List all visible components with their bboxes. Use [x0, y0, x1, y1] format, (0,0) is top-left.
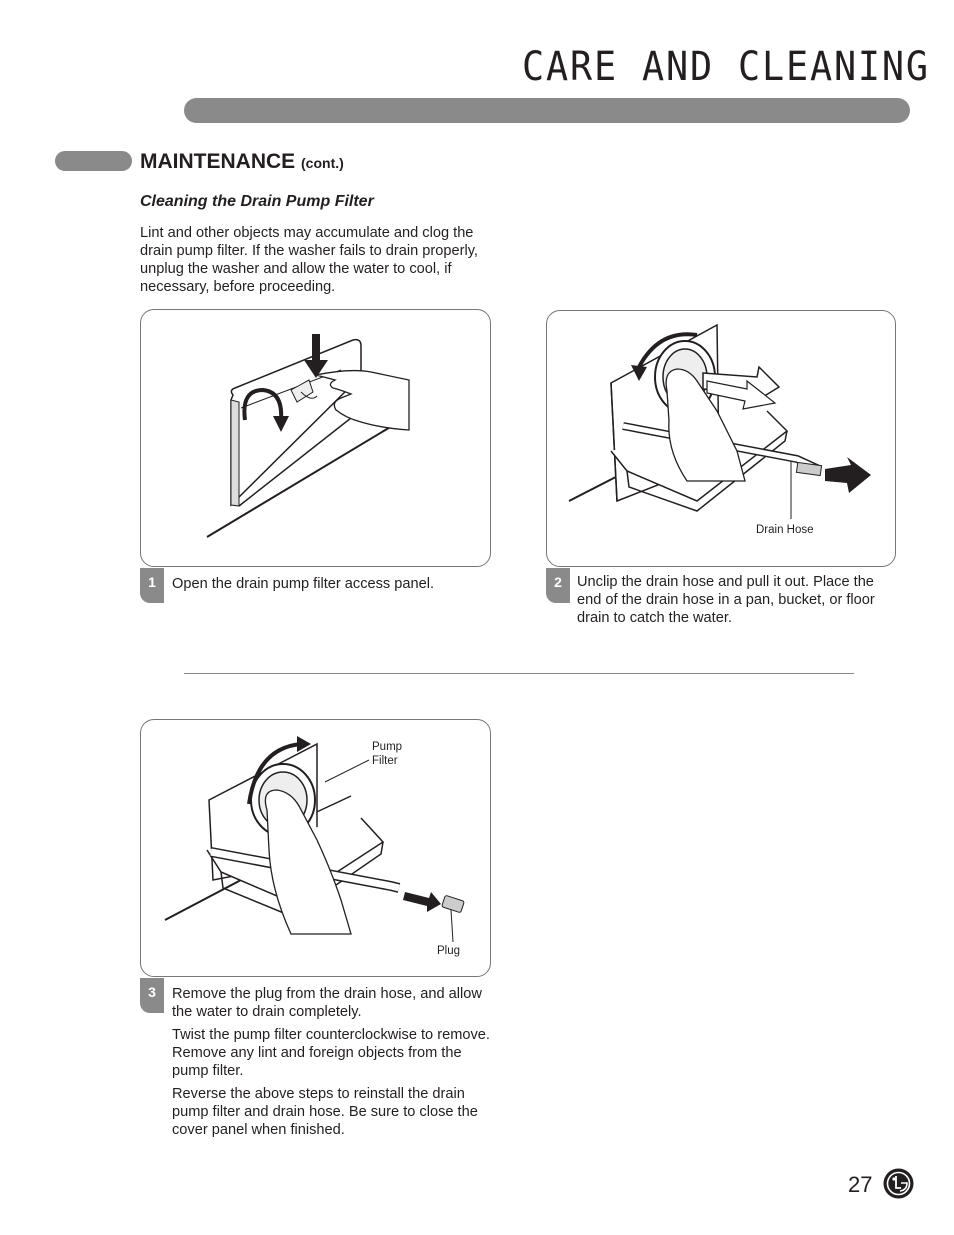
step-1-paragraph: Open the drain pump filter access panel. — [172, 576, 435, 592]
step-3-paragraph-3: Reverse the above steps to reinstall the drain pump filter and drain hose. Be sure to close the cover panel when finished. — [172, 1086, 478, 1138]
page-header-title: CARE AND CLEANING — [522, 44, 930, 90]
pump-filter-label — [372, 740, 420, 768]
pump-filter-drawing — [141, 720, 492, 978]
step-1-badge: 1 — [140, 568, 164, 603]
step-2-badge: 2 — [546, 568, 570, 603]
subsection-title: Cleaning the Drain Pump Filter — [140, 193, 374, 210]
plug-label: Plug — [437, 945, 461, 957]
drain-hose-label: Drain Hose — [756, 524, 814, 536]
lg-logo-icon — [883, 1168, 914, 1199]
drain-hose-drawing — [547, 311, 897, 568]
open-panel-drawing — [141, 310, 492, 568]
step-2-text — [577, 573, 899, 632]
pump-filter-label-text: Pump Filter — [372, 741, 403, 767]
page-number: 27 — [848, 1172, 873, 1197]
step-3-paragraph-2: Twist the pump filter counterclockwise to remove. Remove any lint and foreign objects from the pump filter. — [172, 1027, 490, 1079]
section-title-text: MAINTENANCE — [140, 150, 296, 173]
section-title-suffix: (cont.) — [301, 155, 344, 171]
intro-paragraph: Lint and other objects may accumulate and clog the drain pump filter. If the washer fails to drain properly, unplug the washer and allow the water to cool, if necessary, before proceeding. — [140, 225, 478, 295]
section-marker — [55, 151, 132, 171]
step-2-paragraph: Unclip the drain hose and pull it out. Place the end of the drain hose in a pan, bucket, or floor drain to catch the water. — [577, 574, 875, 626]
step-3-badge: 3 — [140, 978, 164, 1013]
step-1-text — [172, 575, 490, 598]
header-bar — [184, 98, 910, 123]
step-3-illustration — [140, 719, 491, 977]
step-2-illustration — [546, 310, 896, 567]
section-title — [140, 150, 344, 174]
step-1-illustration — [140, 309, 491, 567]
step-3-paragraph-1: Remove the plug from the drain hose, and allow the water to drain completely. — [172, 986, 482, 1020]
step-3-text — [172, 985, 494, 1144]
section-divider — [184, 673, 854, 674]
